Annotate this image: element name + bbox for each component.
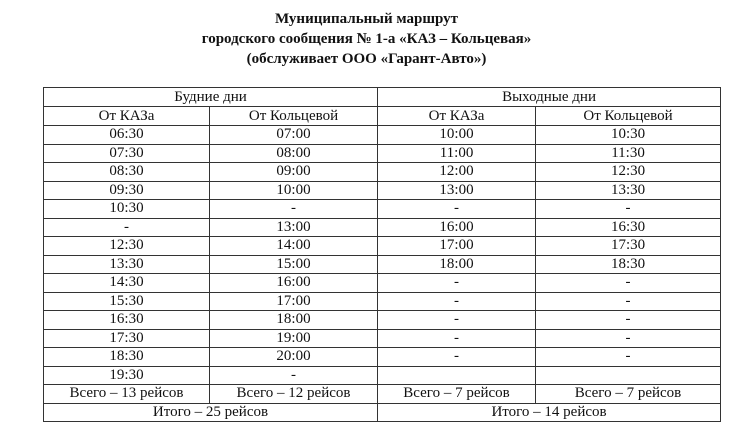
schedule-row — [44, 311, 721, 330]
time-cell-weekday-from-koltsevaya: 07:00 — [210, 126, 378, 145]
column-header-weekend-from-kaz: От КАЗа — [378, 107, 536, 126]
total-cell-weekend-from-koltsevaya: Всего – 7 рейсов — [536, 385, 721, 404]
schedule-row — [44, 144, 721, 163]
time-cell-weekend-from-koltsevaya: 11:30 — [536, 144, 721, 163]
time-cell-weekend-from-koltsevaya: 12:30 — [536, 163, 721, 182]
time-cell-weekday-from-kaz: 14:30 — [44, 274, 210, 293]
time-cell-weekend-from-kaz — [378, 366, 536, 385]
time-cell-weekend-from-koltsevaya: - — [536, 200, 721, 219]
time-cell-weekday-from-koltsevaya: - — [210, 200, 378, 219]
column-header-weekend-from-koltsevaya: От Кольцевой — [536, 107, 721, 126]
time-cell-weekday-from-kaz: 09:30 — [44, 181, 210, 200]
time-cell-weekday-from-koltsevaya: 14:00 — [210, 237, 378, 256]
time-cell-weekday-from-koltsevaya: 15:00 — [210, 255, 378, 274]
time-cell-weekday-from-kaz: 06:30 — [44, 126, 210, 145]
time-cell-weekday-from-kaz: 17:30 — [44, 329, 210, 348]
time-cell-weekday-from-kaz: 18:30 — [44, 348, 210, 367]
schedule-row — [44, 237, 721, 256]
time-cell-weekday-from-koltsevaya: 19:00 — [210, 329, 378, 348]
time-cell-weekday-from-koltsevaya: 20:00 — [210, 348, 378, 367]
total-cell-weekend-from-kaz: Всего – 7 рейсов — [378, 385, 536, 404]
schedule-table-body — [44, 88, 721, 422]
schedule-row — [44, 329, 721, 348]
schedule-row — [44, 200, 721, 219]
schedule-title-line3: (обслуживает ООО «Гарант-Авто») — [246, 51, 487, 67]
schedule-table — [43, 87, 721, 422]
column-header-weekday-from-koltsevaya: От Кольцевой — [210, 107, 378, 126]
time-cell-weekend-from-kaz: 12:00 — [378, 163, 536, 182]
time-cell-weekend-from-kaz: - — [378, 311, 536, 330]
time-cell-weekend-from-koltsevaya: 16:30 — [536, 218, 721, 237]
direction-header-row — [44, 107, 721, 126]
total-cell-weekday-from-kaz: Всего – 13 рейсов — [44, 385, 210, 404]
time-cell-weekend-from-kaz: 17:00 — [378, 237, 536, 256]
time-cell-weekday-from-kaz: 16:30 — [44, 311, 210, 330]
time-cell-weekend-from-koltsevaya: 17:30 — [536, 237, 721, 256]
time-cell-weekday-from-koltsevaya: 17:00 — [210, 292, 378, 311]
time-cell-weekend-from-koltsevaya — [536, 366, 721, 385]
time-cell-weekday-from-koltsevaya: 13:00 — [210, 218, 378, 237]
time-cell-weekend-from-kaz: - — [378, 329, 536, 348]
time-cell-weekend-from-kaz: 13:00 — [378, 181, 536, 200]
time-cell-weekend-from-kaz: 11:00 — [378, 144, 536, 163]
column-header-weekday-from-kaz: От КАЗа — [44, 107, 210, 126]
weekdays-header: Будние дни — [44, 88, 378, 107]
time-cell-weekend-from-kaz: 16:00 — [378, 218, 536, 237]
schedule-row — [44, 366, 721, 385]
time-cell-weekend-from-kaz: 10:00 — [378, 126, 536, 145]
schedule-row — [44, 348, 721, 367]
time-cell-weekday-from-kaz: 13:30 — [44, 255, 210, 274]
schedule-row — [44, 163, 721, 182]
time-cell-weekend-from-koltsevaya: - — [536, 274, 721, 293]
time-cell-weekday-from-koltsevaya: 18:00 — [210, 311, 378, 330]
schedule-row — [44, 126, 721, 145]
time-cell-weekday-from-kaz: 15:30 — [44, 292, 210, 311]
schedule-title-line1: Муниципальный маршрут — [274, 11, 459, 27]
time-cell-weekend-from-koltsevaya: 18:30 — [536, 255, 721, 274]
grand-total-weekdays: Итого – 25 рейсов — [44, 403, 378, 422]
time-cell-weekday-from-koltsevaya: - — [210, 366, 378, 385]
grand-total-weekends: Итого – 14 рейсов — [378, 403, 721, 422]
time-cell-weekday-from-koltsevaya: 09:00 — [210, 163, 378, 182]
time-cell-weekday-from-kaz: 12:30 — [44, 237, 210, 256]
time-cell-weekday-from-koltsevaya: 10:00 — [210, 181, 378, 200]
time-cell-weekend-from-kaz: - — [378, 348, 536, 367]
time-cell-weekend-from-koltsevaya: - — [536, 348, 721, 367]
time-cell-weekend-from-kaz: 18:00 — [378, 255, 536, 274]
time-cell-weekend-from-koltsevaya: 13:30 — [536, 181, 721, 200]
time-cell-weekday-from-kaz: 19:30 — [44, 366, 210, 385]
schedule-title-line2: городского сообщения № 1-а «КАЗ – Кольцевая» — [201, 31, 532, 47]
schedule-row — [44, 274, 721, 293]
totals-row — [44, 385, 721, 404]
day-type-header-row — [44, 88, 721, 107]
time-cell-weekend-from-koltsevaya: - — [536, 329, 721, 348]
time-cell-weekend-from-kaz: - — [378, 274, 536, 293]
schedule-row — [44, 292, 721, 311]
time-cell-weekday-from-kaz: - — [44, 218, 210, 237]
time-cell-weekday-from-kaz: 08:30 — [44, 163, 210, 182]
weekends-header: Выходные дни — [378, 88, 721, 107]
time-cell-weekend-from-koltsevaya: - — [536, 311, 721, 330]
time-cell-weekend-from-kaz: - — [378, 292, 536, 311]
time-cell-weekday-from-koltsevaya: 08:00 — [210, 144, 378, 163]
total-cell-weekday-from-koltsevaya: Всего – 12 рейсов — [210, 385, 378, 404]
schedule-row — [44, 255, 721, 274]
time-cell-weekend-from-koltsevaya: 10:30 — [536, 126, 721, 145]
time-cell-weekday-from-koltsevaya: 16:00 — [210, 274, 378, 293]
schedule-row — [44, 218, 721, 237]
time-cell-weekday-from-kaz: 10:30 — [44, 200, 210, 219]
grand-totals-row — [44, 403, 721, 422]
schedule-row — [44, 181, 721, 200]
time-cell-weekend-from-koltsevaya: - — [536, 292, 721, 311]
time-cell-weekday-from-kaz: 07:30 — [44, 144, 210, 163]
time-cell-weekend-from-kaz: - — [378, 200, 536, 219]
